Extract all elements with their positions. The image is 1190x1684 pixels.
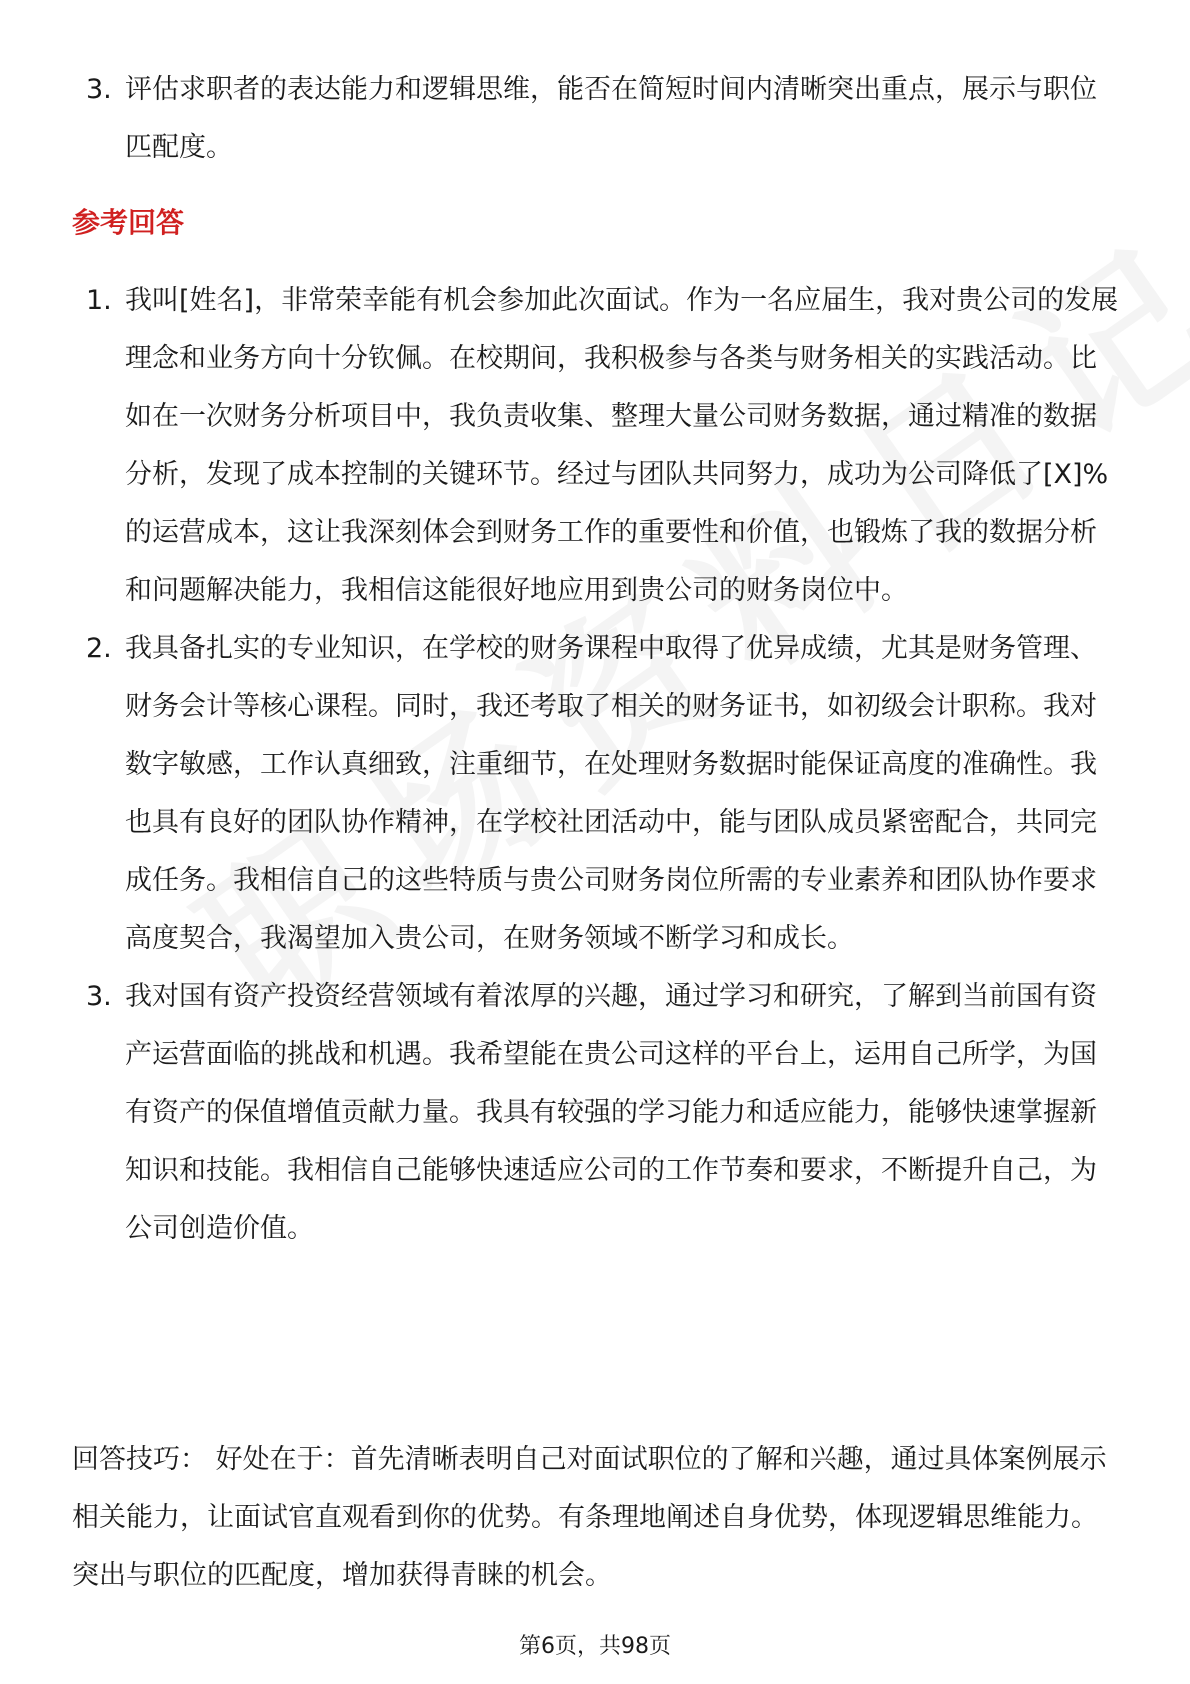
list-item-text: 我具备扎实的专业知识，在学校的财务课程中取得了优异成绩，尤其是财务管理、财务会计等核心课程。同时，我还考取了相关的财务证书，如初级会计职称。我对数字敏感，工作认真细致，注重细节，在处理财务数据时能保证高度的准确性。我也具有良好的团队协作精神，在学校社团活动中，能与团队成员紧密配合，共同完成任务。我相信自己的这些特质与贵公司财务岗位所需的专业素养和团队协作要求高度契合，我渴望加入贵公司，在财务领域不断学习和成长。 [125, 633, 1097, 954]
list-item [0, 61, 1190, 177]
list-item [0, 272, 1190, 620]
list-item-number: 3. [86, 981, 112, 1012]
list-item-text: 我对国有资产投资经营领域有着浓厚的兴趣，通过学习和研究，了解到当前国有资产运营面临的挑战和机遇。我希望能在贵公司这样的平台上，运用自己所学，为国有资产的保值增值贡献力量。我具有较强的学习能力和适应能力，能够快速掌握新知识和技能。我相信自己能够快速适应公司的工作节奏和要求，不断提升自己，为公司创造价值。 [125, 981, 1097, 1244]
list-item-number: 1. [86, 285, 112, 316]
list-item [0, 620, 1190, 968]
list-item-text: 我叫[姓名]，非常荣幸能有机会参加此次面试。作为一名应届生，我对贵公司的发展理念和业务方向十分钦佩。在校期间，我积极参与各类与财务相关的实践活动。比如在一次财务分析项目中，我负责收集、整理大量公司财务数据，通过精准的数据分析，发现了成本控制的关键环节。经过与团队共同努力，成功为公司降低了[X]%的运营成本，这让我深刻体会到财务工作的重要性和价值，也锻炼了我的数据分析和问题解决能力，我相信这能很好地应用到贵公司的财务岗位中。 [125, 285, 1119, 606]
previous-list [0, 61, 1190, 177]
list-item-text: 评估求职者的表达能力和逻辑思维，能否在简短时间内清晰突出重点，展示与职位匹配度。 [125, 74, 1097, 163]
section-heading-reference-answer: 参考回答 [72, 206, 185, 239]
list-item-number: 2. [86, 633, 112, 664]
page-footer: 第6页，共98页 [519, 1634, 671, 1659]
reference-answer-list [0, 272, 1190, 1258]
list-item [0, 968, 1190, 1258]
list-item-number: 3. [86, 74, 112, 105]
answer-tips-paragraph: 回答技巧： 好处在于：首先清晰表明自己对面试职位的了解和兴趣，通过具体案例展示相关能力，让面试官直观看到你的优势。有条理地阐述自身优势，体现逻辑思维能力。突出与职位的匹配度，增加获得青睐的机会。 [72, 1444, 1107, 1591]
